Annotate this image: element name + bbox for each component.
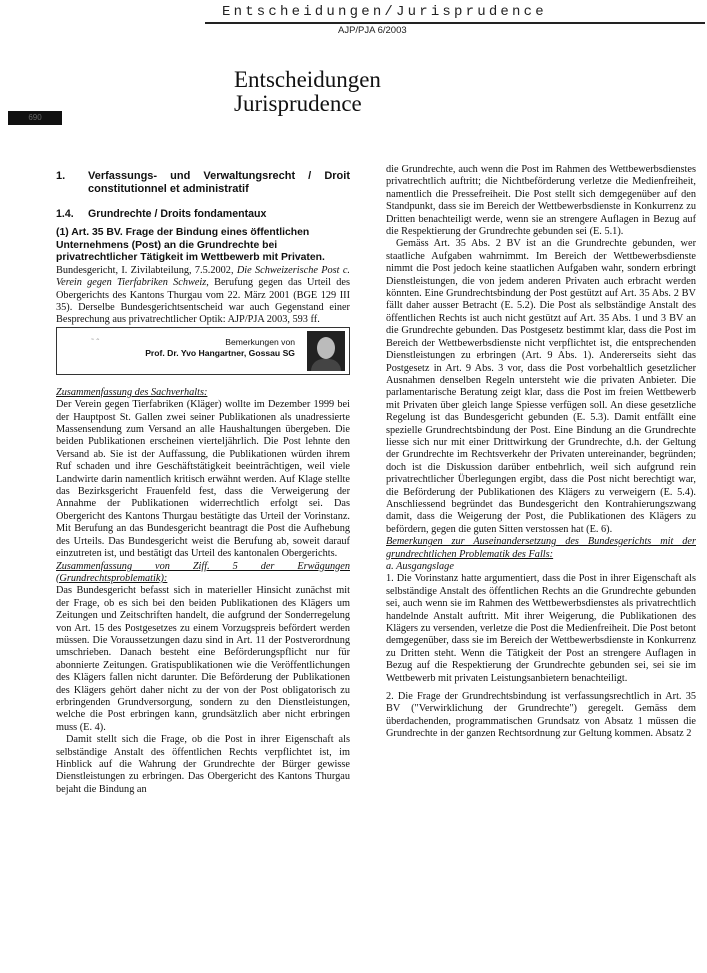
header-rule [205, 22, 705, 24]
case-parties: Die Schweizerische Post c. Verein gegen Tierfabriken Schweiz [56, 264, 350, 289]
case-reference [56, 265, 350, 327]
left-column [56, 170, 350, 796]
remarks-paragraph-1: 1. Die Vorinstanz hatte argumentiert, dass die Post in ihrer Eigenschaft als selbständige Anstalt des öffentlichen Rechts an die Grundrechte gebunden sei, auch wenn sie im Rahmen des Wettbewerbsdienstes als privatrechtlich handelnde Anstalt auftritt. Mit ihrer Weigerung, die Publikationen des Klägers zu versenden, verletze die Post die Medienfreiheit. Die Post betont demgegenüber, dass sie im Bereich der Wettbewerbsdienste in Konkurrenz zu Dritten steht. Wenn die Tätigkeit der Post an strengere Auflagen in Bezug auf die Respektierung der Grundrechte gebunden sei, sei sie im Wettbewerb mit privaten Leistungsanbietern benachteiligt. [386, 573, 696, 684]
summary-considerations-heading: Zusammenfassung von Ziff. 5 der Erwägungen (Grundrechtsproblematik): [56, 560, 350, 584]
portrait-face [317, 337, 335, 359]
summary-considerations-para-1: Das Bundesgericht befasst sich in materieller Hinsicht zunächst mit der Frage, ob es sich bei den beiden Publikationen des Klägers um Zeitungen und Zeitschriften handelt, die aufgrund der Sonderregelung von Art. 15 des Postgesetzes zu einem Vorzugspreis befördert werden müssen. Die Voraussetzungen dazu sind in Art. 11 der Postverordnung umschrieben. Danach besteht eine Beförderungspflicht nur für abonnierte Zeitungen. Gratispublikationen wie die Veröffentlichungen des Klägers fallen nicht darunter. Die Beförderung der Publikationen des Klägers gehört daher nicht zu der von der Post obligatorisch zu erbringenden Grundversorgung, sondern zu den Dienstleistungen, welche die Post erbringen kann, grundsätzlich aber nicht erbringen muss (E. 4). [56, 585, 350, 733]
case-details: , Berufung gegen das Urteil des Obergerichts des Kantons Thurgau vom 22. März 2001 (BGE 129 III 35). Derselbe Bundesgerichtsentscheid war auch Gegenstand einer Besprechung aus privatrechtlicher Optik: AJP/PJA 2003, 593 ff. [56, 277, 350, 326]
page-title-line-1: Entscheidungen [234, 67, 381, 92]
summary-considerations-para-2-continued: die Grundrechte, auch wenn die Post im Rahmen des Wettbewerbsdienstes privatrechtlich auftritt; die Nichtbeförderung verletze die Medienfreiheit, namentlich die Pressefreiheit. Die Post stellt sich demgegenüber auf den Standpunkt, dass sie im Bereich der Wettbewerbsdienste in Konkurrenz zu Dritten benachteiligt werde, wenn sie an strengere Auflagen in Bezug auf die Respektierung der Grundrechte gebunden sei (E. 5.1). [386, 164, 696, 238]
subsection-title: Grundrechte / Droits fondamentaux [88, 208, 267, 220]
page-title-line-2: Jurisprudence [234, 91, 362, 116]
journal-issue: AJP/PJA 6/2003 [338, 25, 407, 36]
decorative-mark: ˜ ˆ [91, 336, 100, 347]
remarks-paragraph-2: 2. Die Frage der Grundrechtsbindung ist verfassungsrechtlich in Art. 35 BV ("Verwirklichung der Grundrechte") geregelt. Gemäss dem überdachenden, programmatischen Grundsatz von Absatz 1 müssen die Grundrechte in der ganzen Rechtsordnung zur Geltung kommen. Absatz 2 [386, 691, 696, 740]
running-header-title: Entscheidungen/Jurisprudence [222, 4, 547, 20]
subsection-number: 1.4. [56, 208, 74, 220]
case-title: (1) Art. 35 BV. Frage der Bindung eines öffentlichen Unternehmens (Post) an die Grundrechte bei privatrechtlicher Tätigkeit im Wettbewerb mit Privaten. [56, 227, 325, 264]
remarks-by-label: Bemerkungen von [225, 336, 295, 347]
page-title [234, 68, 381, 116]
author-portrait [307, 331, 345, 371]
right-column [386, 164, 696, 741]
page-number: 690 [8, 111, 62, 125]
portrait-shoulders [311, 359, 341, 371]
section-title: Verfassungs- und Verwaltungsrecht / Droit constitutionnel et administratif [88, 170, 350, 195]
remarks-heading: Bemerkungen zur Auseinandersetzung des Bundesgerichts mit der grundrechtlichen Problematik des Falls: [386, 536, 696, 560]
section-number: 1. [56, 170, 66, 182]
remarks-subheading-a: a. Ausgangslage [386, 561, 454, 572]
summary-considerations-para-2: Damit stellt sich die Frage, ob die Post in ihrer Eigenschaft als selbständige Anstalt des öffentlichen Rechts verpflichtet ist, im Hinblick auf die Wahrung der Grundrechte der Bürger gewisse Dienstleistungen zu erbringen. Das Obergericht des Kantons Thurgau bejaht die Bindung an [56, 734, 350, 795]
remarks-author-box [56, 327, 350, 375]
remarks-author-label [145, 337, 295, 359]
remarks-author-name: Prof. Dr. Yvo Hangartner, Gossau SG [145, 347, 295, 358]
subsection-heading [56, 208, 350, 221]
summary-facts-heading: Zusammenfassung des Sachverhalts: [56, 386, 208, 398]
summary-facts-text: Der Verein gegen Tierfabriken (Kläger) wollte im Dezember 1999 bei der Hauptpost St. Gallen zwei seiner Publikationen als unadressierte Massensendung zum Versand an alle Haushaltungen übergeben. Die beiden Publikationen erscheinen vierteljährlich. Die Post lehnte den Versand ab. Sie ist der Auffassung, die Publikationen würden ihrem Ruf schaden und ihre Geschäftstätigkeit beeinträchtigen, weil viele Landwirte darin namentlich kritisch erwähnt werden. Auf Klage stellte das Bezirksgericht Frauenfeld fest, dass die Verweigerung der Annahme der Publikationen widerrechtlich erfolgt sei. Das Obergericht des Kantons Thurgau bestätigte das Urteil der Vorinstanz. Mit Berufung an das Bundesgericht beantragt die Post die Aufhebung des Urteils. Das Bundesgericht weist die Berufung ab, soweit darauf einzutreten ist, und bestätigt das Urteil des kantonalen Obergerichts. [56, 399, 350, 560]
section-heading [56, 170, 350, 196]
summary-considerations-para-3: Gemäss Art. 35 Abs. 2 BV ist an die Grundrechte gebunden, wer staatliche Aufgaben wahrnimmt. Im Bereich der Wettbewerbsdienste nimmt die Post jedoch keine staatlichen Aufgaben wahr, sondern erbringt Dienstleistungen, die von jedem anderen Privaten auch erbracht werden könnten. Eine Grundrechtsbindung der Post gestützt auf Art. 35 Abs. 2 BV fällt daher ausser Betracht (E. 5.2). Die Post als selbständige Anstalt des öffentlichen Rechts ist auch nicht gestützt auf Art. 35 Abs. 1 und 3 BV an die Grundrechte gebunden. Das Postgesetz bestimmt klar, dass die Post im Bereich der Wettbewerbsdienste nicht verpflichtet ist, die entsprechenden Dienstleistungen zu erbringen (Art. 9 Abs. 1). Andererseits sieht das Postgesetz in Art. 9 Abs. 3 vor, dass die Post vorbehaltlich gesetzlicher Ausnahmen denselben Regeln untersteht wie die privaten Anbieter. Die parlamentarische Beratung zeigt klar, dass die Post im freien Wettbewerb mit Privaten über gleich lange Spiesse verfügen soll. An diese gesetzliche Regelung ist das Bundesgericht gebunden (E. 5.3). Damit entfällt eine spezielle Grundrechtsbindung der Post. Eine Bindung an die Grundrechte liesse sich nur mit einer Drittwirkung der Grundrechte, d.h. der Geltung der Grundrechte im Rechtsverkehr der Privaten untereinander, begründen; doch ist die Diskussion darüber entbehrlich, weil sich aufgrund rein privatrechtlicher Überlegungen ergibt, dass die Post nicht berechtigt war, die Beförderung der Publikationen des Klägers zu verweigern (E. 5.4). Anschliessend begründet das Bundesgericht den Kontrahierungszwang damit, dass die Weigerung der Post, die Publikationen des Klägers zu befördern, gegen die guten Sitten verstossen hat (E. 6). [386, 238, 696, 535]
case-court: Bundesgericht, I. Zivilabteilung, 7.5.2002, [56, 264, 237, 276]
